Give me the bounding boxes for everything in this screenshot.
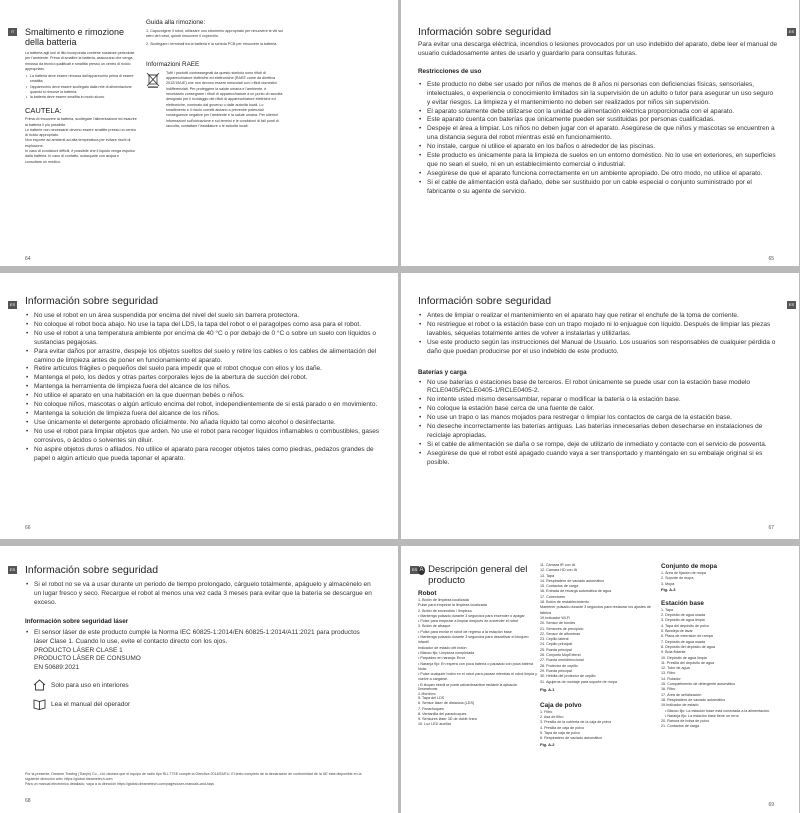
part-item: 5. Tapa del LDS (418, 695, 445, 700)
robot-parts (418, 598, 538, 728)
part-item: 4. Presilla de caja de polvo (540, 725, 585, 730)
page-number: 67 (768, 525, 774, 531)
caution-text: Prima di rimuovere la batteria, scollegare l'alimentazione ed esaurire la batteria il più possibile. (25, 117, 137, 127)
caution-text: In caso di condizioni difficili, è possibile che il liquido venga espulso dalla batteria. In caso di contatto, sciacquare con acqua e consultare un medico. (25, 148, 135, 164)
safety-title: Información sobre seguridad (418, 26, 552, 38)
section-badge: A (419, 567, 424, 573)
laser-line: EN 50689:2021 (34, 664, 80, 672)
safety-list (25, 312, 385, 463)
figure-label: Fig. A-1 (540, 686, 555, 692)
part-item: 1. Tapa (661, 607, 674, 612)
part-item: 6. Sensor láser de distancia (LDS) (418, 701, 475, 706)
part-item: 15. Compartimento de detergente automático (661, 682, 736, 687)
part-item: 26. Conjunto MopExtend (540, 653, 581, 658)
list-item: • Este producto no debe ser usado por niños de menos de 8 años ni personas con deficiencias físicas, sensoriales, intelectuales, o experiencia o conocimiento limitados sin la supervisión de un adulto o tutor para asegurar un uso seguro y evitar riesgos. La limpieza y el mantenimiento no deben ser realizados por niños sin supervisión. (418, 81, 778, 108)
part-item: 5. Bandeja de lavar (661, 629, 693, 634)
page-65 (401, 0, 799, 266)
emanual-text: Para un manual electrónico detallado, vaya a la dirección https://global.dreametech.com/pages/user-manuals-and-faqs (25, 782, 214, 787)
list-item: • No restriegue el robot o la estación base con un trapo mojado ni lo enjuague con líquido. Después de limpiar las piezas lavables, séquelas totalmente antes de volver a instalarlas y utilizarlas. (418, 321, 778, 339)
part-item: 4. Micrófono (418, 691, 436, 696)
list-item: • Antes de limpiar o realizar el mantenimiento en el aparato hay que retirar el enchufe de la toma de corriente. (418, 312, 778, 321)
base-title: Estación base (661, 599, 704, 607)
section-header (418, 565, 538, 586)
part-item: 5. Tapa de caja de polvo (540, 731, 580, 736)
language-tab-es: ES (788, 302, 795, 307)
language-tab-it: IT (8, 28, 17, 36)
safety-title: Información sobre seguridad (25, 564, 159, 576)
list-item: • Use este producto según las instrucciones del Manual de Usuario. Los usuarios son responsables de cualquier pérdida o daño que puedan producirse por el uso indebido de este producto. (418, 339, 778, 357)
language-tab-es: ES (9, 302, 16, 307)
part-item: 18. Respiradero de vaciado automático (661, 697, 726, 702)
part-item: Pulse para empezar la limpieza localizada (418, 603, 487, 608)
part-item: • Pulse para empezar a limpiar después de encender el robot (418, 619, 519, 624)
list-item: • La batteria deve essere rimossa dall'apparecchio prima di essere smaltita; (25, 74, 137, 84)
list-item: • No coloque niños, mascotas o algún artículo encima del robot, independientemente de si está parado o en movimiento. (25, 401, 385, 410)
battery-title: Smaltimento e rimozione della batteria (25, 27, 125, 47)
part-item: 21. Contactos de carga (661, 724, 700, 729)
list-item: • El sensor láser de este producto cumple la Norma IEC 60825-1:2014/EN 60825-1:2014/A11:2021 para productos láser Clase 1. Cuando lo use, evite el contacto directo con los ojos. (25, 629, 375, 647)
part-item: 16. Entrada de recarga automática de agua (540, 589, 612, 594)
part-item: • Pulse para enviar el robot de regreso a la estación base (418, 629, 512, 634)
part-item: 9. Sensores láser 3D de doble línea (418, 717, 477, 722)
language-tab-es: ES (411, 567, 418, 572)
page-number: 66 (25, 525, 31, 531)
list-item: • Si el cable de alimentación se daña o se rompe, deje de utilizarlo de inmediato y contacte con el servicio de posventa. (418, 441, 778, 450)
part-item: 1. Botón de limpieza localizada (418, 598, 469, 602)
part-item: 8. Depósito del depósito de agua (661, 644, 715, 649)
list-item: • Si el robot no se va a usar durante un periodo de tiempo prolongado, cárguelo totalmente, apáguelo y almacénelo en un lugar fresco y seco. Recargue el robot al menos una vez cada 3 meses para evitar que la batería se descargue en exceso. (25, 581, 375, 608)
part-item: 24. Cepillo principal (540, 642, 573, 647)
manual-label: Lea el manual del operador (51, 700, 131, 708)
part-item: 3. Botón de atraque (418, 624, 451, 629)
part-item: 13. Filtro (661, 671, 676, 676)
list-item: • la batteria deve essere smaltita in modo sicuro. (25, 95, 137, 100)
safety-content (418, 26, 778, 197)
part-item: 1. Área de fijación de mopa (661, 571, 706, 575)
part-item: 3. Depósito de agua limpia (661, 618, 705, 623)
part-item: 14. Flotador (661, 676, 681, 681)
part-item: • Naranja fijo: La estación base tiene un error (665, 713, 739, 718)
part-item: 6. Respiradero de vaciado automático (540, 736, 603, 741)
page-66 (0, 273, 398, 539)
declaration-text: Por la presente, Dreame Trading (Tianjin) Co., Ltd. declara que el equipo de radio tipo RLL77SE cumple la Directiva 2014/53/EU. El texto completo de la declaración de conformidad de la UE está disponible en la siguiente dirección web: https://global.dreametech.com (25, 772, 362, 782)
part-item: 31. Agujeros de montaje para soporte de mopa (540, 679, 617, 684)
guide-step: 2. Scollegare i terminali tra la batteria e la scheda PCB per rimuovere la batteria. (146, 41, 278, 46)
indoor-row (33, 679, 375, 691)
laser-safety-title: Información sobre seguridad láser (25, 617, 129, 625)
guide-column (146, 19, 286, 129)
part-item: 27. Rueda omnidireccional (540, 658, 584, 663)
figure-label: Fig. A-2 (540, 741, 555, 747)
page-number: 65 (768, 256, 774, 262)
list-item: • Mantenga la solución de limpieza fuera del alcance de los niños. (25, 410, 385, 419)
guide-title: Guida alla rimozione: (146, 19, 206, 26)
part-item: 10. Depósito de agua limpia (661, 655, 707, 660)
list-item: • Si el cable de alimentación está dañado, debe ser sustituido por un cable especial o conjunto suministrado por el fabricante o su agente de servicio. (418, 179, 778, 197)
part-item: 20. Sensor de bordes (540, 621, 576, 626)
robot-column (418, 565, 538, 728)
part-item: 7. Parachoques (418, 706, 444, 711)
part-item: 12. Tubo de agua (661, 666, 690, 671)
list-item: • Este producto es únicamente para la limpieza de suelos en un entorno doméstico. No lo use en exteriores, en superficies que no sean el suelo, ni en un establecimiento comercial o industrial. (418, 152, 778, 170)
page-68 (0, 546, 398, 813)
indoor-label: Solo para uso en interiores (51, 681, 129, 689)
page-64 (0, 0, 398, 266)
laser-class-lines (25, 647, 375, 674)
part-item: 20. Ranura de bolsa de polvo (661, 719, 710, 724)
house-icon (33, 679, 46, 691)
part-item: 17. Conectores (540, 594, 566, 599)
part-item: 11. Cámara IR con IA (540, 563, 576, 567)
list-item: • Para evitar daños por arrastre, despeje los objetos sueltos del suelo y retire los cables o los cables de alimentación del camino de limpieza antes de poner en funcionamiento el aparato. (25, 348, 385, 366)
laser-line: PRODUCTO LÁSER CLASE 1 (34, 646, 123, 654)
list-item: • Despeje el área a limpiar. Los niños no deben jugar con el aparato. Asegúrese de que niños y mascotas se encuentren a una distancia segura del robot mientras esté en funcionamiento. (418, 125, 778, 143)
list-item: • Asegúrese de que el robot esté apagado cuando vaya a ser transportado y manténgalo en su embalaje original si es posible. (418, 450, 778, 468)
page-number: 64 (25, 256, 31, 262)
part-item: • Mantenga pulsado durante 3 segundos para encender o apagar (418, 613, 525, 618)
battery-intro: La batteria agli ioni di litio incorporata contiene sostanze pericolose per l'ambiente. Prima di smaltire la batteria, assicurarsi che venga rimossa da tecnici qualificati e smaltita presso un centro di riciclo appropriato. (25, 51, 135, 71)
part-item: • Pulse cualquier botón en el robot para pausar mientras el robot limpia y vuelve a cargarse. (418, 672, 537, 682)
safety-content (25, 564, 375, 710)
safety-intro: Para evitar una descarga eléctrica, incendios o lesiones provocados por un uso indebido del aparato, debe leer el manual de usuario cuidadosamente antes de usarlo y guardarlo para consultas futuras. (418, 41, 778, 57)
list-item: • No use el robot para limpiar objetos que arden. No use el robot para recoger líquidos inflamables o combustibles, gases corrosivos, o ácidos o solventes sin diluir. (25, 428, 385, 446)
part-item: 4. Tapa del depósito de polvo (661, 623, 709, 628)
part-item: Nota: (418, 666, 427, 671)
part-item: 19.Indicador Wi-Fi (540, 615, 570, 620)
weee-bin-icon (146, 71, 160, 88)
battery-column (25, 27, 137, 165)
safety-title: Información sobre seguridad (25, 295, 159, 307)
list-item: • No aspire objetos duros o afilados. No utilice el aparato para recoger objetos tales como piedras, pedazos grandes de papel o algún artículo que pueda taponar el aparato. (25, 446, 385, 464)
part-item: 13. Tapa (540, 573, 555, 578)
battery-charging-title: Baterías y carga (418, 368, 467, 376)
language-tab-es: ES (9, 567, 16, 572)
part-item: • Naranja fijo: En espera con poca batería o pausado con poca batería (418, 661, 534, 666)
part-item: 2. Soporte de mopa (661, 576, 694, 581)
part-item: 22. Sensor de alfombras (540, 631, 581, 636)
robot-title: Robot (418, 590, 437, 597)
list-item: • No deseche incorrectamente las baterías antiguas. Las baterías innecesarias deben desecharse en instalaciones de reciclaje apropiadas. (418, 423, 778, 441)
part-item: 17. Área de señalización (661, 692, 702, 697)
part-item: 7. Depósito de agua usada (661, 639, 706, 644)
laser-list (25, 629, 375, 647)
list-item: • l'apparecchio deve essere scollegato dalla rete di alimentazione quando si rimuove la batteria; (25, 85, 137, 95)
safety-list (25, 581, 375, 608)
battery-charging-list (418, 379, 778, 468)
part-item: 29. Rueda principal (540, 668, 572, 673)
laser-line: PRODUCTO LÁSER DE CONSUMO (34, 655, 141, 663)
part-item: 12. Cámara HD con IA (540, 568, 578, 573)
raee-block (146, 71, 286, 129)
section-title: Descripción general del producto (428, 564, 528, 586)
part-item: 28. Protector de cepillo (540, 663, 578, 668)
part-item: 2. Asa de filtro (540, 715, 564, 720)
mop-title: Conjunto de mopa (661, 563, 718, 570)
safety-content (25, 295, 385, 463)
part-item: 21. Sensores de precipicio (540, 626, 584, 631)
page-number: 68 (25, 798, 31, 804)
part-item: 23. Cepillo lateral (540, 637, 569, 642)
list-item: • Este aparato cuenta con baterías que únicamente pueden ser sustituidas por personas cualificadas. (418, 116, 778, 125)
part-item: • El bloqueo infantil se puede activar/desactivar mediante la aplicación Dreamehome. (418, 682, 518, 692)
manual-row (33, 698, 375, 710)
page-69 (401, 546, 799, 813)
part-item: 14. Respiradero de vaciado automático (540, 578, 605, 583)
part-item: 2. Botón de encendido / limpieza (418, 608, 472, 613)
caution-title: CAUTELA: (25, 106, 62, 116)
list-item: • No instale, cargue ni utilice el aparato en los baños o alrededor de las piscinas. (418, 143, 778, 152)
part-item: 2. Depósito de agua usada (661, 613, 706, 618)
usage-restrictions-title: Restricciones de uso (418, 67, 482, 75)
part-item: 11. Presilla del depósito de agua (661, 660, 715, 665)
list-item: • El aparato solamente debe utilizarse con la unidad de alimentación eléctrica proporcionada con el aparato. (418, 108, 778, 117)
list-item: • No use baterías o estaciones base de terceros. El robot únicamente se puede usar con la estación base modelo RCLE0405/RCLE0405-1/RCLE0405-2. (418, 379, 778, 397)
list-item: • No use el robot a una temperatura ambiente por encima de 40 °C o por debajo de 0 °C o sobre un suelo con líquidos o sustancias pegajosas. (25, 330, 385, 348)
part-item: Indicador de estado del botón (418, 645, 467, 650)
accessories-column (661, 563, 779, 730)
part-item: 9. Bola flotante (661, 650, 686, 655)
list-item: • Use únicamente el detergente aprobado oficialmente. No añada líquido tal como alcohol o desinfectante. (25, 419, 385, 428)
list-item: • Retire artículos frágiles o pequeños del suelo para impedir que el robot choque con ellos y los dañe. (25, 365, 385, 374)
figure-label: Fig. A-3 (661, 586, 676, 592)
safety-list (418, 312, 778, 357)
part-item: 30. Hebilla del protector de cepillo (540, 674, 596, 679)
list-item: • Mantenga la herramienta de limpieza fuera del alcance de los niños. (25, 383, 385, 392)
safety-title: Información sobre seguridad (418, 295, 552, 307)
list-item: • No use un trapo o las manos mojados para restregar o limpiar los contactos de carga de la estación base. (418, 414, 778, 423)
language-tab-es: ES (788, 29, 795, 34)
page-67 (401, 273, 799, 539)
guide-step: 1. Capovolgere il robot, utilizzare uno strumento appropriato per rimuovere le viti sul retro del robot, quindi rimuovere il coperchio. (146, 29, 283, 39)
list-item: • Asegúrese de que el aparato funciona correctamente en un ambiente apropiado. De otro modo, no utilice el aparato. (418, 170, 778, 179)
dustbox-title: Caja de polvo (540, 701, 582, 709)
list-item: • No use el robot en un área suspendida por encima del nivel del suelo sin barrera protectora. (25, 312, 385, 321)
part-item: 16. Filtro (661, 687, 676, 692)
part-item: 19.Indicador de estado (661, 703, 699, 708)
robot-column-2 (540, 563, 652, 747)
part-item: 15. Contactos de carga (540, 584, 579, 589)
list-item: • No intente usted mismo desensamblar, reparar o modificar la batería o la estación base. (418, 396, 778, 405)
part-item: • Parpadeo en naranja: Error (418, 656, 466, 661)
caution-text: Non esporre ad ambienti ad alta temperatura per evitare rischi di esplosione. (25, 138, 131, 148)
part-item: 3. Mopa (661, 581, 675, 586)
part-item: Mantener pulsado durante 3 segundos para restaurar los ajustes de fábrica (540, 605, 651, 615)
list-item: • Mantenga el pelo, los dedos y otras partes corporales lejos de la abertura de succión del robot. (25, 374, 385, 383)
part-item: • Blanco fijo: La estación base está conectada a la alimentación. (665, 708, 771, 713)
part-item: 18. Botón de restablecimiento (540, 600, 589, 605)
caution-text: Le batterie non necessarie devono essere smaltite presso un centro di riciclo appropriato. (25, 127, 136, 138)
page-number: 69 (768, 802, 774, 808)
part-item: 6. Placa de extensión de rampa (661, 634, 713, 639)
part-item: 8. Ventanilla del parachoques (418, 711, 467, 716)
part-item: 25. Rueda principal (540, 647, 572, 652)
read-manual-icon (33, 698, 46, 710)
list-item: • No coloque el robot boca abajo. No use la tapa del LDS, la tapa del robot o el paragolpes como asa para el robot. (25, 321, 385, 330)
part-item: 3. Presilla de la cubierta de la caja de polvo (540, 720, 612, 725)
usage-restrictions-list (418, 81, 778, 197)
part-item: 1. Filtro (540, 709, 553, 714)
part-item: 10. Luz LED auxiliar (418, 722, 452, 727)
raee-title: Informazioni RAEE (146, 60, 200, 68)
part-item: • Mantenga pulsado durante 3 segundos para desactivar el bloqueo infantil (418, 635, 529, 645)
list-item: • No coloque la estación base cerca de una fuente de calor. (418, 405, 778, 414)
part-item: • Blanco fijo: Limpieza completada (418, 650, 475, 655)
list-item: • No utilice el aparato en una habitación en la que duerman bebés o niños. (25, 392, 385, 401)
safety-content (418, 295, 778, 468)
battery-bullets (25, 74, 137, 100)
footer-note (25, 772, 375, 788)
raee-text: Tutti i prodotti contrassegnati da questo simbolo sono rifiuti di apparecchiature elettriche ed elettroniche (RAEE come da direttiva 2012/19/UE) che non devono essere mescolati con i rifiuti domestici indifferenziati. Per proteggere la salute umana e l'ambiente, è necessario consegnare i rifiuti di apparecchiature a un punto di raccolta designato per il riciclaggio dei rifiuti di apparecchiature elettriche ed elettroniche, nominato dal governo o dalle autorità locali. Lo smaltimento e il riciclo corretti aiutano a prevenire potenziali conseguenze negative per l'ambiente e la salute umana. Per ulteriori informazioni sull'ubicazione e sui termini e le condizioni di tali punti di raccolta, contattare l'installatore o le autorità locali. (166, 70, 283, 128)
